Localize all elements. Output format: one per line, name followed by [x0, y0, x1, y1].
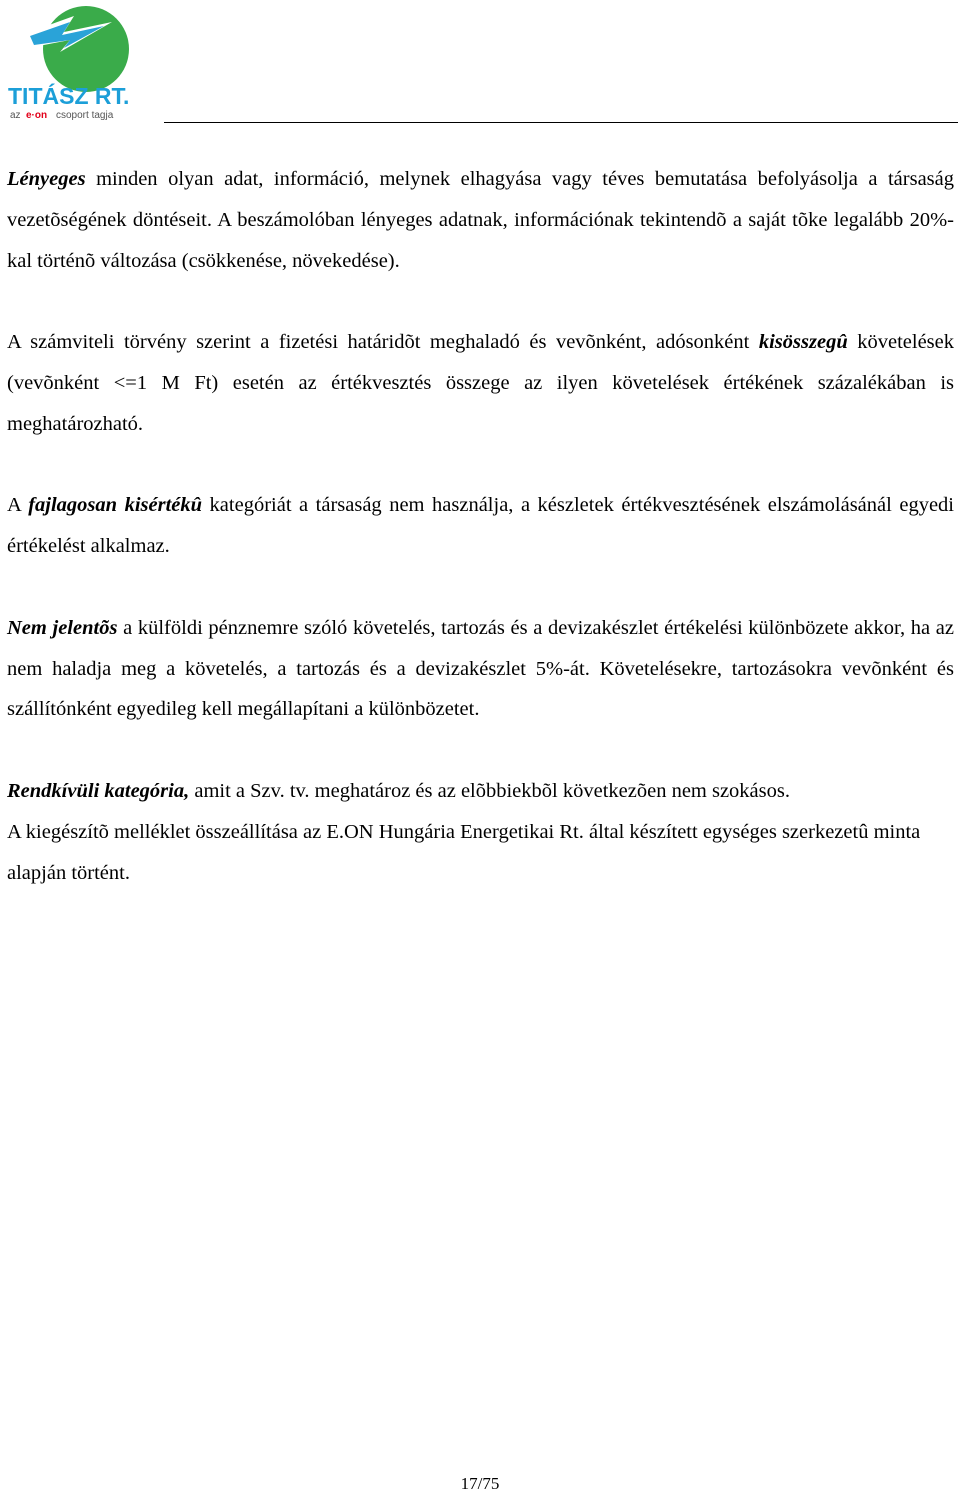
paragraph-text: amit a Szv. tv. meghatároz és az elõbbiekbõl következõen nem szokásos. — [189, 779, 790, 802]
page-header — [0, 0, 960, 125]
paragraph-low-value — [7, 485, 954, 567]
term-nem-jelentos: Nem jelentõs — [7, 616, 118, 639]
paragraph-not-significant — [7, 608, 954, 730]
term-lenyeges: Lényeges — [7, 168, 86, 190]
paragraph-small-receivables — [7, 322, 954, 444]
term-fajlagosan-kisertek: fajlagosan kisértékû — [28, 494, 203, 517]
logo-tagline-prefix: az — [10, 110, 21, 121]
paragraph-lead-text: A számviteli törvény szerint a fizetési határidõt meghaladó és vevõnként, adósonként — [7, 331, 759, 354]
paragraph-text: a külföldi pénznemre szóló követelés, tartozás és a devizakészlet értékelési különbözete akkor, ha az nem haladja meg a követelés, a tartozás és a devizakészlet 5%-át. Követelésekre, tartozásokra vevõnként és szállítónként egyedileg kell megállapítani a különbözetet. — [7, 616, 955, 721]
paragraph-note: A kiegészítõ melléklet összeállítása az E.ON Hungária Energetikai Rt. által készített egységes szerkezetû minta alapján történt. — [7, 820, 921, 884]
paragraph-text: kategóriát a társaság nem használja, a készletek értékvesztésének elszámolásánál egyedi értékelést alkalmaz. — [7, 494, 954, 558]
logo-tagline-suffix: csoport tagja — [56, 110, 114, 121]
paragraph-materiality — [7, 159, 954, 281]
header-rule — [164, 122, 958, 123]
term-kisosszegu: kisösszegû — [758, 331, 848, 354]
paragraph-extraordinary — [7, 771, 954, 893]
document-body — [7, 159, 954, 893]
paragraph-text: követelések (vevõnként <=1 M Ft) esetén az értékvesztés összege az ilyen követelések értékének százalékában is meghatározható. — [7, 331, 954, 435]
paragraph-lead-text: A — [7, 494, 29, 517]
paragraph-text: minden olyan adat, információ, melynek elhagyása vagy téves bemutatása befolyásolja a társaság vezetõségének döntéseit. A beszámolóban lényeges adatnak, információnak tekintendõ a saját tõke legalább 20%-kal történõ változása (csökkenése, növekedése). — [7, 168, 954, 272]
titasz-logo — [4, 4, 164, 122]
company-name: TITÁSZ RT. — [8, 83, 130, 109]
eon-brand: e·on — [26, 110, 48, 121]
page-number: 17/75 — [460, 1474, 500, 1493]
globe-icon — [43, 6, 129, 92]
term-rendkivuli-kategoria: Rendkívüli kategória, — [7, 779, 190, 802]
